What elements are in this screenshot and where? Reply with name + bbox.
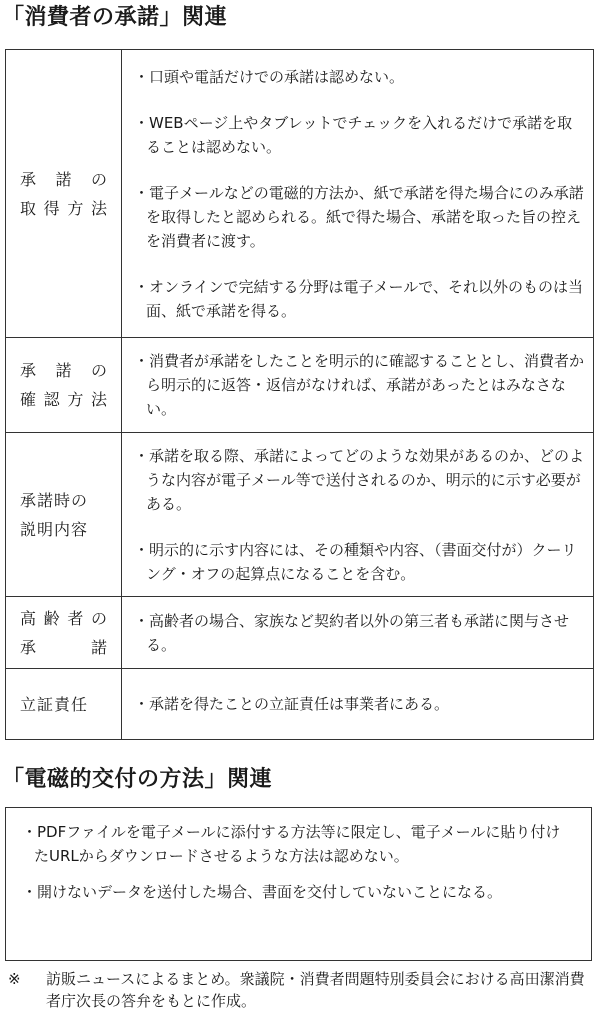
row-label-explanation-content: 承諾時の 説明内容 [6, 433, 122, 597]
list-item: ・承諾を得たことの立証責任は事業者にある。 [134, 695, 450, 713]
table-row [6, 597, 594, 669]
footnote [8, 968, 594, 1012]
list-item: ・オンラインで完結する分野は電子メールで、それ以外のものは当面、紙で承諾を得る。 [134, 277, 583, 320]
table-row [6, 433, 594, 597]
footnote-mark: ※ [8, 970, 21, 988]
row-content-explanation-content [122, 433, 594, 597]
list-item: ・高齢者の場合、家族など契約者以外の第三者も承諾に関与させる。 [134, 611, 570, 654]
list-item: ・消費者が承諾をしたことを明示的に確認することとし、消費者から明示的に返答・返信がなければ、承諾があったとはみなさない。 [134, 352, 585, 418]
table-row [6, 338, 594, 433]
list-item: ・WEBページ上やタブレットでチェックを入れるだけで承諾を取ることは認めない。 [134, 113, 573, 156]
list-item: ・開けないデータを送付した場合、書面を交付していないことになる。 [22, 883, 503, 901]
consent-section-heading: 「消費者の承諾」関連 [2, 5, 228, 30]
consent-table [5, 49, 594, 740]
table-row [6, 50, 594, 338]
electronic-delivery-section-heading: 「電磁的交付の方法」関連 [2, 767, 273, 792]
row-label-elderly-consent: 高 齢 者 の 承 諾 [6, 597, 122, 669]
row-label-burden-of-proof: 立証責任 [6, 669, 122, 740]
electronic-delivery-box [5, 807, 592, 961]
row-label-confirmation-method: 承 諾 の 確 認 方 法 [6, 338, 122, 433]
list-item: ・明示的に示す内容には、その種類や内容、（書面交付が）クーリング・オフの起算点になることを含む。 [134, 540, 577, 583]
row-content-elderly-consent [122, 597, 594, 669]
list-item: ・口頭や電話だけでの承諾は認めない。 [134, 67, 405, 86]
table-row [6, 669, 594, 740]
list-item: ・PDFファイルを電子メールに添付する方法等に限定し、電子メールに貼り付けたURLからダウンロードさせるような方法は認めない。 [22, 823, 561, 865]
row-content-acquisition-method [122, 50, 594, 338]
list-item: ・電子メールなどの電磁的方法か、紙で承諾を得た場合にのみ承諾を取得したと認められる。紙で得た場合、承諾を取った旨の控えを消費者に渡す。 [134, 183, 584, 250]
row-content-burden-of-proof [122, 669, 594, 740]
list-item: ・承諾を取る際、承諾によってどのような効果があるのか、どのような内容が電子メール等で送付されるのか、明示的に示す必要がある。 [134, 446, 585, 513]
row-content-confirmation-method [122, 338, 594, 433]
row-label-acquisition-method: 承 諾 の 取 得 方 法 [6, 50, 122, 338]
footnote-text: 訪販ニュースによるまとめ。衆議院・消費者問題特別委員会における高田潔消費者庁次長の答弁をもとに作成。 [46, 970, 585, 1010]
